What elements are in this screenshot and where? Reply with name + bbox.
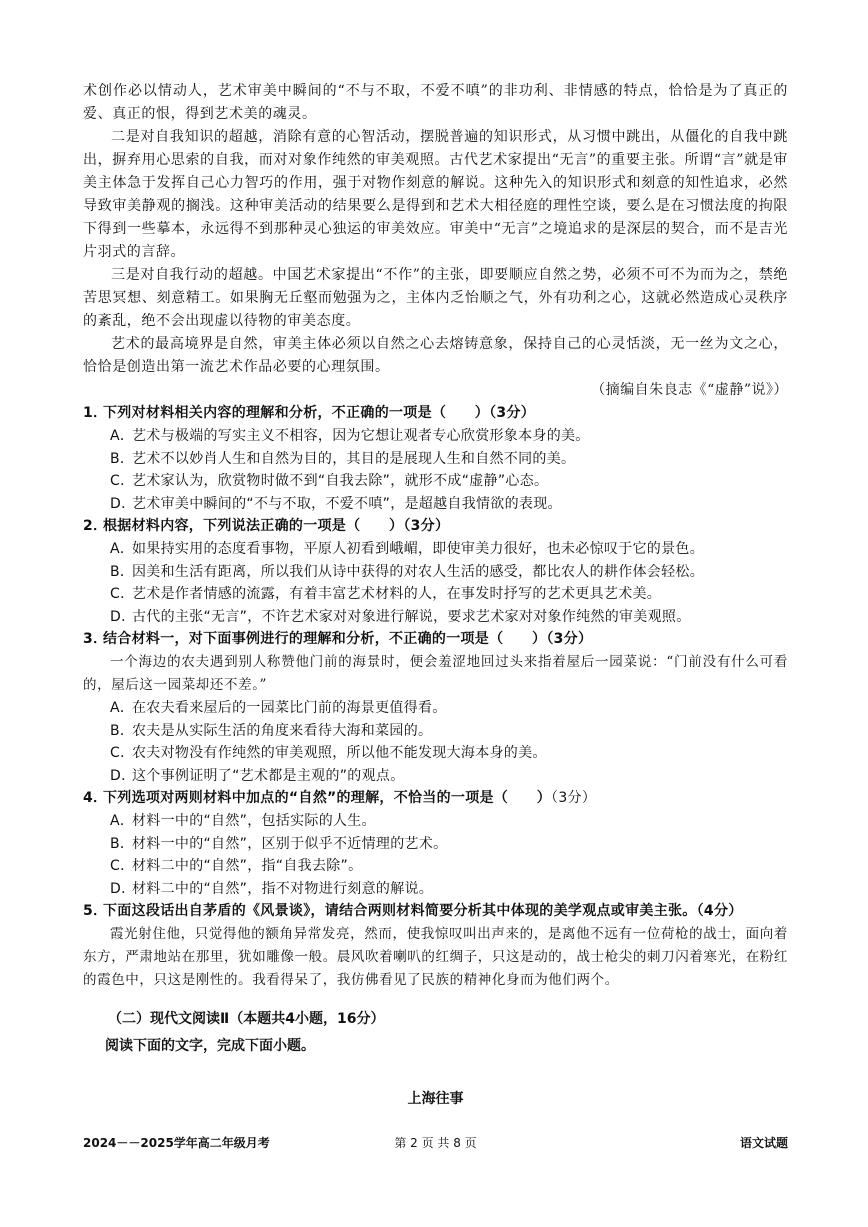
article-title: 上海往事	[407, 1091, 464, 1107]
question-stem: 根据材料内容，下列说法正确的一项是（ ）	[103, 518, 404, 534]
option-b	[83, 833, 788, 856]
option-c	[83, 855, 788, 878]
option-label: B．	[110, 563, 135, 580]
option-c	[83, 583, 788, 606]
question-stem: 结合材料一，对下面事例进行的理解和分析，不正确的一项是（ ）	[103, 631, 547, 647]
passage-paragraph: 术创作必以情动人，艺术审美中瞬间的“不与不取，不爱不嗔”的非功利、非情感的特点，恰恰是为了真正的爱、真正的恨，得到艺术美的魂灵。	[83, 83, 788, 122]
option-text: 因美和生活有距离，所以我们从诗中获得的对农人生活的感受，都比农人的耕作体会轻松。	[132, 563, 704, 580]
section-heading: （二）现代文阅读Ⅱ（本题共4小题，16分）	[108, 1011, 385, 1027]
question-number: 3．	[83, 631, 108, 647]
option-a	[83, 425, 788, 448]
option-label: B．	[110, 722, 135, 739]
question-score: （3分）	[489, 405, 536, 421]
question-score: （3分）	[403, 518, 450, 534]
option-text: 在农夫看来屋后的一园菜比门前的海景更值得看。	[132, 700, 447, 716]
question-score: （3分）	[551, 790, 597, 806]
option-a	[83, 538, 788, 561]
option-d	[83, 878, 788, 901]
option-text: 古代的主张“无言”，不许艺术家对对象进行解说，要求艺术家对对象作纯然的审美观照。	[132, 608, 691, 625]
option-text: 材料一中的“自然”，包括实际的人生。	[132, 813, 376, 829]
question-number: 1．	[83, 405, 108, 421]
option-label: D．	[110, 495, 136, 512]
question-score: （3分）	[546, 631, 593, 647]
question-1	[83, 402, 788, 515]
option-d	[83, 765, 788, 788]
question-4	[83, 787, 788, 900]
option-text: 艺术审美中瞬间的“不与不取，不爱不嗔”，是超越自我情欲的表现。	[132, 495, 562, 512]
option-text: 材料一中的“自然”，区别于似乎不近情理的艺术。	[132, 835, 448, 852]
option-text: 农夫对物没有作纯然的审美观照，所以他不能发现大海本身的美。	[132, 745, 547, 761]
question-5	[83, 900, 788, 992]
option-b	[83, 448, 788, 471]
option-text: 材料二中的“自然”，指不对物进行刻意的解说。	[132, 880, 434, 897]
option-label: D．	[110, 767, 136, 784]
passage-paragraph: 艺术的最高境界是自然，审美主体必须以自然之心去熔铸意象，保持自己的心灵恬淡，无一丝为文之心，恰恰是创造出第一流艺术作品必要的心理氛围。	[83, 336, 788, 375]
option-text: 艺术与极端的写实主义不相容，因为它想让观者专心欣赏形象本身的美。	[132, 428, 590, 444]
question-score: （4分）	[696, 903, 743, 919]
question-stem: 下列对材料相关内容的理解和分析，不正确的一项是（ ）	[103, 405, 490, 421]
page-footer	[83, 1134, 788, 1154]
option-b	[83, 720, 788, 743]
question-number: 4．	[83, 790, 108, 806]
option-text: 材料二中的“自然”，指“自我去除”。	[132, 858, 363, 874]
option-d	[83, 493, 788, 516]
page-content	[83, 80, 788, 1108]
option-c	[83, 470, 788, 493]
footer-page-number: 第 2 页 共 8 页	[394, 1136, 477, 1150]
option-label: D．	[110, 608, 136, 625]
option-c	[83, 742, 788, 765]
option-label: C．	[110, 745, 135, 761]
option-label: C．	[110, 586, 135, 602]
footer-exam-name: 2024－－2025学年高二年级月考	[83, 1136, 270, 1150]
question-stem: 下面这段话出自茅盾的《风景谈》，请结合两则材料简要分析其中体现的美学观点或审美主张。	[103, 903, 697, 919]
passage-paragraph: 三是对自我行动的超越。中国艺术家提出“不作”的主张，即要顺应自然之势，必须不可不为而为之，禁绝苦思冥想、刻意精工。如果胸无丘壑而勉强为之，主体内乏怡顺之气，外有功利之心，这就必然造成心灵秩序的紊乱，绝不会出现虚以待物的审美态度。	[83, 267, 788, 329]
option-text: 如果持实用的态度看事物，平原人初看到峨嵋，即使审美力很好，也未必惊叹于它的景色。	[132, 541, 704, 557]
footer-subject: 语文试题	[739, 1136, 788, 1150]
question-3	[83, 628, 788, 787]
option-text: 艺术家认为，欣赏物时做不到“自我去除”，就形不成“虚静”心态。	[132, 473, 549, 489]
option-text: 这个事例证明了“艺术都是主观的”的观点。	[132, 767, 405, 784]
option-label: A．	[110, 541, 135, 557]
option-b	[83, 561, 788, 584]
option-text: 艺术不以妙肖人生和自然为目的，其目的是展现人生和自然不同的美。	[132, 450, 576, 467]
option-label: C．	[110, 858, 135, 874]
option-a	[83, 697, 788, 720]
option-label: C．	[110, 473, 135, 489]
question-2	[83, 515, 788, 628]
passage-paragraph: 二是对自我知识的超越，消除有意的心智活动，摆脱普遍的知识形式，从习惯中跳出，从僵化的自我中跳出，摒弃用心思索的自我，而对对象作纯然的审美观照。古代艺术家提出“无言”的重要主张。所谓“言”就是审美主体急于发挥自己心力智巧的作用，强于对物作刻意的解说。这种先入的知识形式和刻意的知性追求，必然导致审美静观的搁浅。这种审美活动的结果要么是得到和艺术大相径庭的理性空谈，要么是在习惯法度的拘限下得到一些摹本，永远得不到那种灵心独运的审美效应。审美中“无言”之境追求的是深层的契合，而不是吉光片羽式的言辞。	[83, 129, 788, 260]
option-label: A．	[110, 428, 135, 444]
section-instruction: 阅读下面的文字，完成下面小题。	[105, 1038, 315, 1054]
reading-passage	[83, 80, 788, 402]
option-label: D．	[110, 880, 136, 897]
question-number: 5．	[83, 903, 108, 919]
question-stem: 下列选项对两则材料中加点的“自然”的理解，不恰当的一项是（ ）	[103, 790, 552, 806]
question-quote-text: 霞光射住他，只觉得他的额角异常发亮，然而，使我惊叹叫出声来的，是离他不远有一位荷枪的战士，面向着东方，严肃地站在那里，犹如雕像一般。晨风吹着喇叭的红绸子，只这是动的，战士枪尖的刺刀闪着寒光，在粉红的霞色中，只这是刚性的。我看得呆了，我仿佛看见了民族的精神化身而为他们两个。	[83, 926, 788, 988]
option-text: 农夫是从实际生活的角度来看待大海和菜园的。	[132, 722, 433, 739]
option-label: A．	[110, 813, 135, 829]
option-a	[83, 810, 788, 833]
passage-source: （摘编自朱良志《“虚静”说》）	[591, 382, 788, 398]
question-number: 2．	[83, 518, 108, 534]
question-case-text: 一个海边的农夫遇到别人称赞他门前的海景时，便会羞涩地回过头来指着屋后一园菜说：“门前没有什么可看的，屋后这一园菜却还不差。”	[83, 654, 788, 693]
option-label: A．	[110, 700, 135, 716]
option-label: B．	[110, 835, 135, 852]
option-d	[83, 606, 788, 629]
option-text: 艺术是作者情感的流露，有着丰富艺术材料的人，在事发时抒写的艺术更具艺术美。	[132, 586, 662, 602]
option-label: B．	[110, 450, 135, 467]
